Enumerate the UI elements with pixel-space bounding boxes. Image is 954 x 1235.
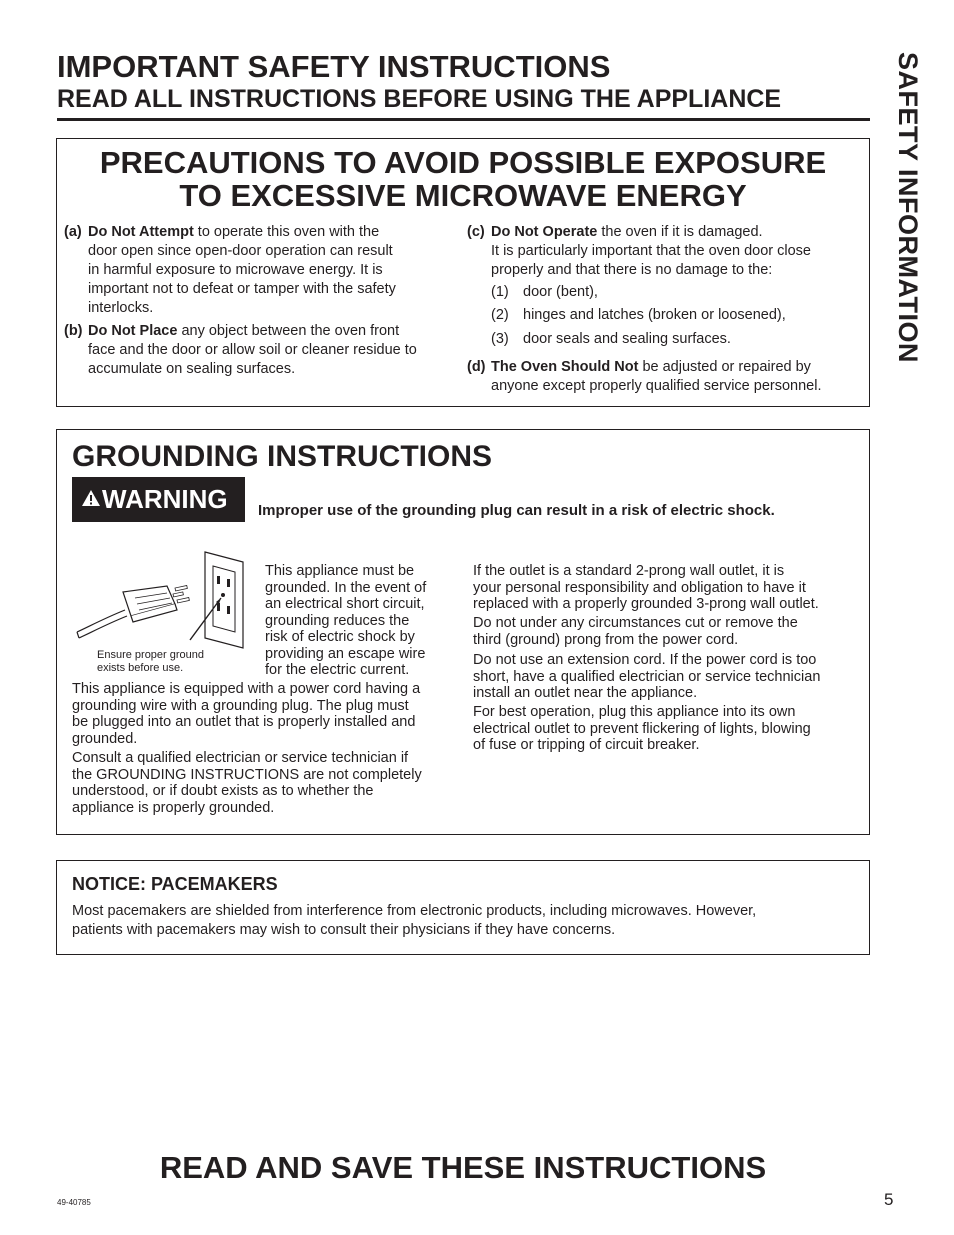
sub-item-number: (1) — [491, 284, 509, 300]
text-line: grounded. — [72, 730, 138, 747]
text-line: for the electric current. — [265, 662, 410, 678]
text-line: understood, or if doubt exists as to whether the — [72, 783, 374, 799]
text-line: Do not use an extension cord. If the power cord is too — [473, 652, 817, 668]
paragraph-2-prong — [473, 563, 863, 613]
paragraph-extension-cord — [473, 652, 863, 702]
sub-item-text: hinges and latches (broken or loosened), — [523, 307, 786, 323]
text-line: third (ground) prong from the power cord. — [473, 631, 739, 648]
paragraph-power-cord — [72, 681, 462, 747]
paragraph-ground-prong — [473, 615, 863, 648]
grounding-box — [56, 429, 870, 835]
text-line: the GROUNDING INSTRUCTIONS are not completely — [72, 766, 422, 783]
sub-item-number: (3) — [491, 331, 509, 347]
paragraph-best-operation — [473, 704, 863, 754]
side-tab-label: SAFETY INFORMATION — [893, 52, 923, 363]
sub-item — [491, 283, 598, 302]
text-line: replaced with a properly grounded 3-prong wall outlet. — [473, 596, 819, 612]
text-line: This appliance is equipped with a power cord having a — [72, 681, 421, 697]
text-line: grounding reduces the — [265, 612, 410, 629]
text-line: Most pacemakers are shielded from interference from electronic products, including microwaves. However, — [72, 903, 757, 919]
warning-badge — [72, 477, 245, 522]
item-text: the oven if it is damaged. — [597, 224, 763, 240]
item-text: face and the door or allow soil or cleaner residue to — [88, 342, 417, 358]
text-line: be plugged into an outlet that is properly installed and — [72, 714, 416, 730]
precaution-item-b — [64, 322, 454, 379]
text-line: of fuse or tripping of circuit breaker. — [473, 737, 700, 753]
item-label: (b) — [64, 323, 83, 339]
precautions-title-line1: PRECAUTIONS TO AVOID POSSIBLE EXPOSURE — [99, 145, 827, 180]
item-text: properly and that there is no damage to the: — [491, 262, 773, 278]
item-text: interlocks. — [88, 300, 154, 316]
text-line: grounding wire with a grounding plug. The plug must — [72, 697, 409, 714]
precautions-title-line2: TO EXCESSIVE MICROWAVE ENERGY — [179, 178, 747, 213]
text-line: Consult a qualified electrician or service technician if — [72, 750, 409, 766]
page-number: 5 — [884, 1190, 894, 1209]
text-line: risk of electric shock by — [265, 629, 415, 645]
precaution-item-a — [64, 223, 454, 318]
document-number: 49-40785 — [57, 1198, 91, 1207]
grounding-plug-illustration — [75, 548, 245, 652]
sub-item-text: door (bent), — [523, 284, 598, 300]
item-bold-lead: The Oven Should Not — [491, 359, 639, 375]
item-bold-lead: Do Not Operate — [491, 224, 598, 240]
item-text: any object between the oven front — [177, 323, 400, 339]
text-line: This appliance must be — [265, 563, 415, 579]
precaution-item-d — [467, 358, 862, 396]
sub-item-text: door seals and sealing surfaces. — [523, 331, 731, 347]
notice-title: NOTICE: PACEMAKERS — [72, 874, 278, 894]
text-line: If the outlet is a standard 2-prong wall outlet, it is — [473, 563, 785, 579]
text-line: install an outlet near the appliance. — [473, 685, 698, 701]
sub-item — [491, 330, 731, 349]
text-line: your personal responsibility and obligation to have it — [473, 579, 806, 596]
text-line: For best operation, plug this appliance into its own — [473, 704, 796, 720]
item-text: It is particularly important that the oven door close — [491, 243, 811, 259]
image-caption — [97, 649, 204, 675]
item-text: accumulate on sealing surfaces. — [88, 361, 296, 377]
precaution-item-c — [467, 223, 862, 280]
warning-triangle-icon — [81, 489, 101, 507]
notice-body — [72, 902, 832, 940]
item-bold-lead: Do Not Place — [88, 323, 178, 339]
item-bold-lead: Do Not Attempt — [88, 224, 194, 240]
item-text: door open since open-door operation can result — [88, 243, 393, 259]
section-side-tab — [886, 52, 930, 412]
item-text: be adjusted or repaired by — [638, 359, 811, 375]
item-text: in harmful exposure to microwave energy. It is — [88, 262, 383, 278]
page-subtitle: READ ALL INSTRUCTIONS BEFORE USING THE APPLIANCE — [57, 85, 782, 113]
item-label: (a) — [64, 224, 82, 240]
item-label: (c) — [467, 224, 485, 240]
grounding-title: GROUNDING INSTRUCTIONS — [72, 440, 492, 473]
text-line: short, have a qualified electrician or service technician — [473, 668, 821, 685]
text-line: patients with pacemakers may wish to consult their physicians if they have concerns. — [72, 922, 616, 938]
item-text: to operate this oven with the — [193, 224, 380, 240]
header-rule — [57, 118, 870, 121]
sub-item-number: (2) — [491, 307, 509, 323]
warning-text: Improper use of the grounding plug can result in a risk of electric shock. — [258, 502, 775, 519]
item-label: (d) — [467, 359, 486, 375]
paragraph-grounded — [265, 563, 455, 679]
footer-title: READ AND SAVE THESE INSTRUCTIONS — [159, 1150, 767, 1185]
item-text: anyone except properly qualified service personnel. — [491, 378, 822, 394]
caption-line: Ensure proper ground — [97, 649, 205, 661]
text-line: grounded. In the event of — [265, 579, 427, 596]
sub-item — [491, 306, 786, 325]
precautions-box — [56, 138, 870, 407]
page-title: IMPORTANT SAFETY INSTRUCTIONS — [57, 49, 611, 84]
caption-line: exists before use. — [97, 662, 184, 674]
text-line: electrical outlet to prevent flickering of lights, blowing — [473, 720, 811, 737]
warning-label: WARNING — [102, 484, 228, 514]
notice-box — [56, 860, 870, 955]
item-text: important not to defeat or tamper with the safety — [88, 281, 396, 297]
text-line: appliance is properly grounded. — [72, 799, 275, 816]
text-line: an electrical short circuit, — [265, 596, 425, 612]
text-line: providing an escape wire — [265, 645, 426, 662]
text-line: Do not under any circumstances cut or remove the — [473, 615, 798, 631]
paragraph-consult — [72, 750, 462, 816]
